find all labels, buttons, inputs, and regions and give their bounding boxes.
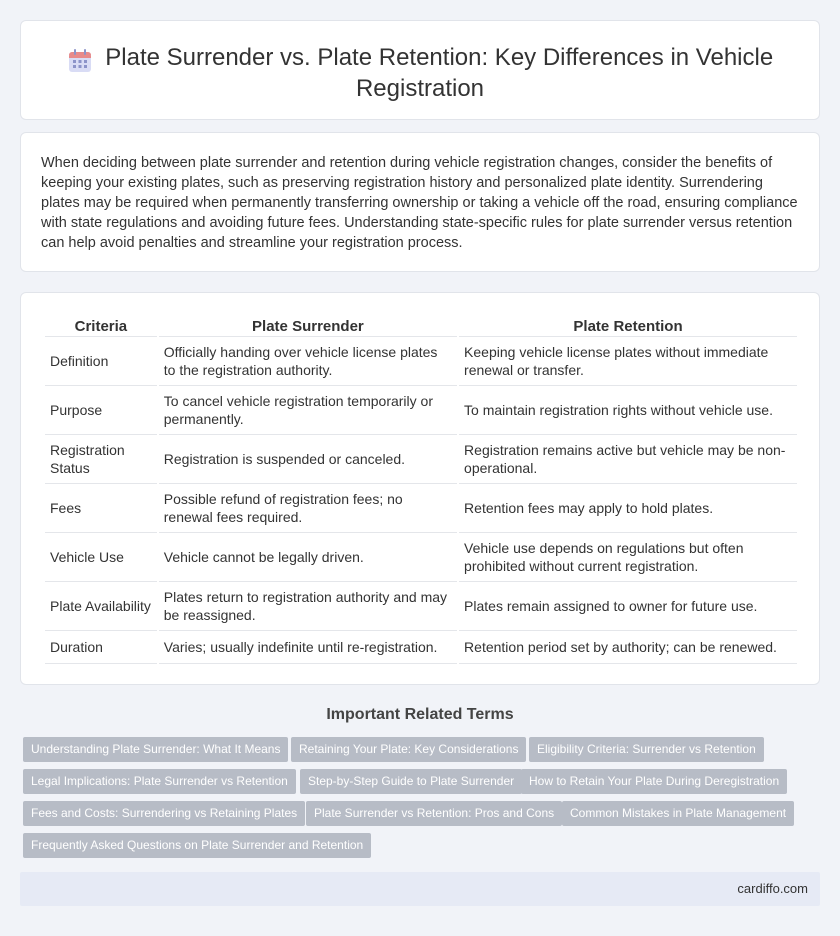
page-title: Plate Surrender vs. Plate Retention: Key Differences in Vehicle Registration	[105, 44, 774, 102]
title-wrap	[61, 43, 779, 103]
table-cell: Duration	[45, 631, 157, 664]
table-cell: Varies; usually indefinite until re-registration.	[159, 631, 457, 664]
table-cell: Plates remain assigned to owner for future use.	[459, 582, 797, 631]
table-row	[45, 484, 797, 533]
table-row	[45, 582, 797, 631]
footer-brand-link[interactable]: cardiffo.com	[737, 881, 808, 896]
table-cell: Registration is suspended or canceled.	[159, 435, 457, 484]
table-cell: Retention period set by authority; can be renewed.	[459, 631, 797, 664]
table-cell: Keeping vehicle license plates without immediate renewal or transfer.	[459, 337, 797, 386]
table-row	[45, 435, 797, 484]
related-term-tag[interactable]: Common Mistakes in Plate Management	[562, 801, 794, 826]
related-term-tag[interactable]: How to Retain Your Plate During Deregistration	[521, 769, 787, 794]
table-cell: Fees	[45, 484, 157, 533]
related-term-tag[interactable]: Plate Surrender vs Retention: Pros and Cons	[306, 801, 562, 826]
column-header: Plate Surrender	[159, 313, 457, 337]
table-cell: Vehicle Use	[45, 533, 157, 582]
intro-paragraph: When deciding between plate surrender and retention during vehicle registration changes, consider the benefits of keeping your existing plates, such as preserving registration history and personalized plate identity. Surrendering plates may be required when permanently transferring ownership or taking a vehicle off the road, ensuring compliance with state regulations and avoiding future fees. Understanding state-specific rules for plate surrender versus retention can help avoid penalties and streamline your registration process.	[41, 155, 798, 251]
related-terms-heading: Important Related Terms	[326, 706, 514, 723]
table-cell: Officially handing over vehicle license plates to the registration authority.	[159, 337, 457, 386]
title-card	[20, 20, 820, 120]
table-cell: Purpose	[45, 386, 157, 435]
table-header-row	[45, 313, 797, 337]
table-row	[45, 337, 797, 386]
related-term-tag[interactable]: Step-by-Step Guide to Plate Surrender	[300, 769, 522, 794]
related-term-tag[interactable]: Eligibility Criteria: Surrender vs Retention	[529, 737, 764, 762]
table-cell: Plates return to registration authority and may be reassigned.	[159, 582, 457, 631]
table-cell: Vehicle use depends on regulations but often prohibited without current registration.	[459, 533, 797, 582]
related-term-tag[interactable]: Understanding Plate Surrender: What It Means	[23, 737, 288, 762]
calendar-icon	[67, 48, 93, 74]
table-cell: Plate Availability	[45, 582, 157, 631]
comparison-card	[20, 292, 820, 685]
footer	[20, 872, 820, 906]
table-cell: Registration Status	[45, 435, 157, 484]
table-row	[45, 631, 797, 664]
table-cell: Registration remains active but vehicle may be non-operational.	[459, 435, 797, 484]
table-row	[45, 386, 797, 435]
table-cell: Definition	[45, 337, 157, 386]
table-cell: Possible refund of registration fees; no renewal fees required.	[159, 484, 457, 533]
related-term-tag[interactable]: Frequently Asked Questions on Plate Surrender and Retention	[23, 833, 371, 858]
related-term-tag[interactable]: Legal Implications: Plate Surrender vs Retention	[23, 769, 296, 794]
table-cell: To maintain registration rights without vehicle use.	[459, 386, 797, 435]
intro-card	[20, 132, 820, 272]
table-cell: To cancel vehicle registration temporarily or permanently.	[159, 386, 457, 435]
table-cell: Retention fees may apply to hold plates.	[459, 484, 797, 533]
column-header: Criteria	[45, 313, 157, 337]
related-term-tag[interactable]: Retaining Your Plate: Key Considerations	[291, 737, 526, 762]
column-header: Plate Retention	[459, 313, 797, 337]
related-term-tag[interactable]: Fees and Costs: Surrendering vs Retaining Plates	[23, 801, 305, 826]
table-cell: Vehicle cannot be legally driven.	[159, 533, 457, 582]
table-row	[45, 533, 797, 582]
comparison-table	[43, 313, 799, 664]
